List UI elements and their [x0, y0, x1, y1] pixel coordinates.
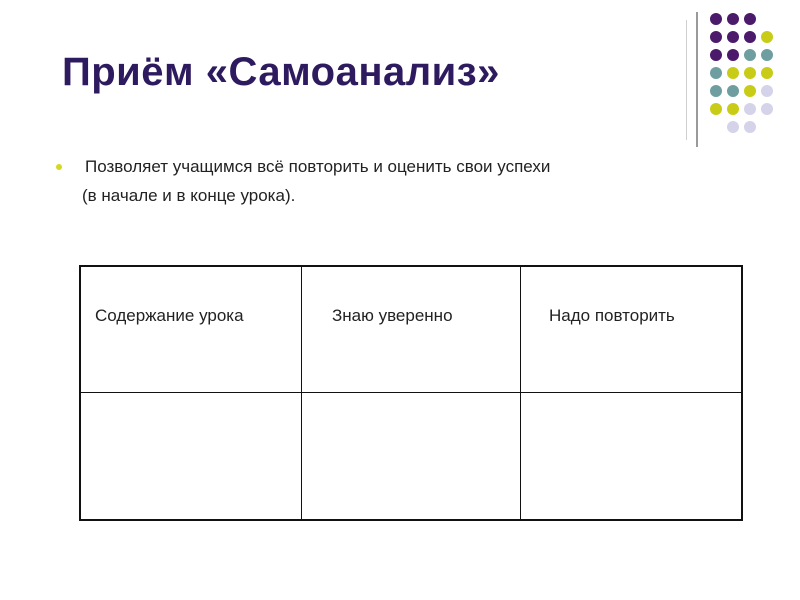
decor-dot [727, 67, 739, 79]
header-label-know: Знаю уверенно [332, 306, 453, 325]
table-cell [302, 393, 521, 521]
decor-line-dark [696, 12, 698, 147]
bullet-icon [56, 164, 62, 170]
table-header-row [80, 266, 742, 393]
header-cell-content [80, 266, 302, 393]
decor-dot [761, 67, 773, 79]
table-row [80, 393, 742, 521]
decor-dot [744, 31, 756, 43]
decor-line-light [686, 20, 687, 140]
header-cell-know [302, 266, 521, 393]
decor-dot [710, 67, 722, 79]
decor-dot [710, 31, 722, 43]
header-label-content: Содержание урока [95, 306, 244, 325]
decor-dot [744, 67, 756, 79]
decor-dot [744, 121, 756, 133]
decor-dot [744, 85, 756, 97]
table-cell [80, 393, 302, 521]
decor-dot [744, 49, 756, 61]
decor-dot [710, 103, 722, 115]
decor-dot [727, 85, 739, 97]
bullet-text-line2: (в начале и в конце урока). [82, 186, 296, 205]
decor-dot [727, 31, 739, 43]
decor-dot [761, 49, 773, 61]
decor-dot [744, 13, 756, 25]
self-analysis-table [79, 265, 743, 521]
decor-dot [727, 49, 739, 61]
header-label-repeat: Надо повторить [549, 306, 675, 325]
decor-dot [710, 13, 722, 25]
bullet-text-line1: Позволяет учащимся всё повторить и оценить свои успехи [85, 157, 551, 176]
decor-dot [761, 31, 773, 43]
decor-dot [710, 49, 722, 61]
decor-dot [727, 13, 739, 25]
decor-dot [744, 103, 756, 115]
slide-title: Приём «Самоанализ» [62, 50, 500, 94]
decor-dot [727, 103, 739, 115]
decor-dot [761, 85, 773, 97]
decor-dot [727, 121, 739, 133]
table-cell [521, 393, 743, 521]
decor-dot [710, 85, 722, 97]
decor-dot [761, 103, 773, 115]
header-cell-repeat [521, 266, 743, 393]
